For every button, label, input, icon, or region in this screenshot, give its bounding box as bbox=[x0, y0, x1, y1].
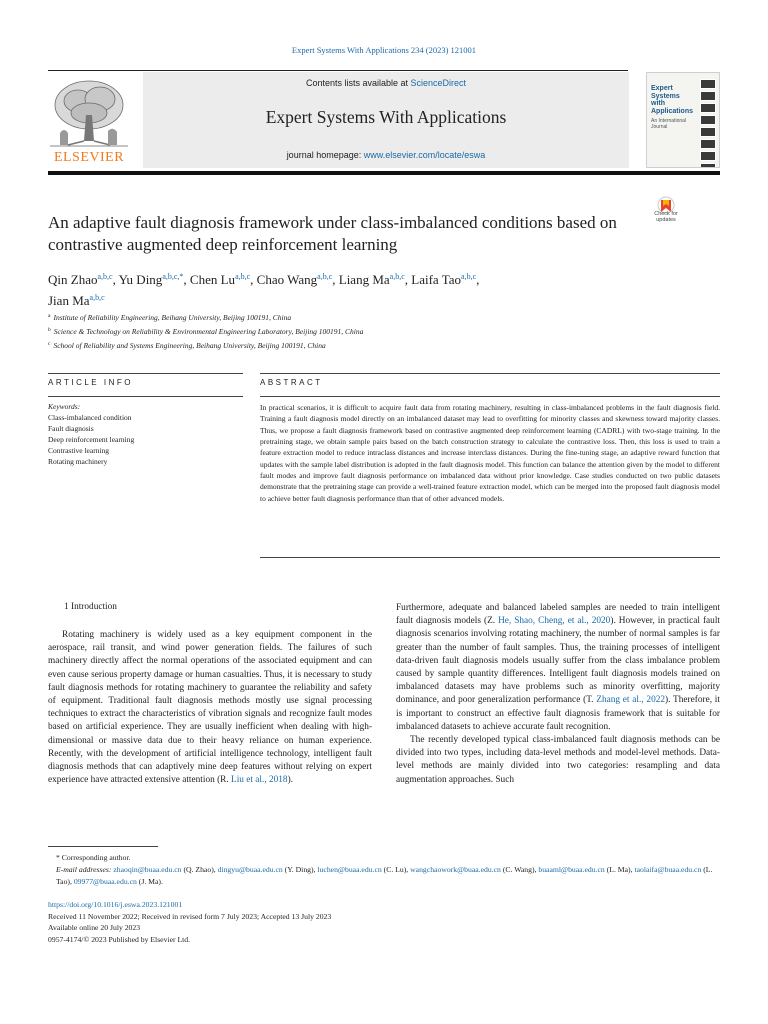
affiliation-text: Science & Technology on Reliability & Environmental Engineering Laboratory, Beijing 100191, China bbox=[53, 327, 364, 336]
abstract-heading: ABSTRACT bbox=[260, 378, 323, 387]
intro-paragraph: Rotating machinery is widely used as a key equipment component in the aerospace, rail transit, and wind power generation fields. The failures of such machinery directly affect the normal operations of the associated equipment and can even cause serious property damage or human casualties. Thus, it is necessary to study fault diagnosis methods for rotating machinery to guarantee the reliability and safety of equipment. Traditional fault diagnosis methods mostly use signal processing techniques to extract the characteristics of vibration signals and recognize fault modes based on artificial experience. They are usually inefficient when dealing with high-dimensional or massive data due to their heavy reliance on human experience. Recently, with the development of artificial intelligence technology, intelligent fault diagnosis methods that can adaptively mine deep features without relying on expert experience have attracted extensive attention (R. Liu et al., 2018). bbox=[48, 630, 372, 786]
author-separator: , bbox=[183, 272, 190, 287]
author-separator: , bbox=[332, 272, 339, 287]
author-separator: , bbox=[476, 272, 480, 287]
author-separator: , bbox=[404, 272, 412, 287]
citation-link[interactable]: Zhang et al., 2022 bbox=[596, 695, 666, 706]
affiliation bbox=[48, 338, 718, 352]
citation-link[interactable]: He, Shao, Cheng, et al., 2020 bbox=[498, 616, 611, 627]
available-online: Available online 20 July 2023 bbox=[48, 923, 141, 932]
email-owner: (L. Ma), bbox=[604, 865, 635, 874]
header-bottom-rule bbox=[48, 171, 720, 175]
header-rule bbox=[48, 70, 628, 71]
check-for-updates-label[interactable]: Check for updates bbox=[654, 211, 678, 223]
keywords-label: Keywords: bbox=[48, 402, 81, 411]
abstract-bottom-rule bbox=[260, 557, 720, 558]
affiliation-list bbox=[48, 310, 718, 352]
intro-right-column bbox=[396, 602, 720, 787]
email-owner: (Q. Zhao), bbox=[181, 865, 218, 874]
author-list bbox=[48, 268, 718, 310]
keyword: Contrastive learning bbox=[48, 446, 110, 455]
author-affiliation-marks[interactable]: a,b,c bbox=[89, 293, 105, 302]
keyword: Class-imbalanced condition bbox=[48, 413, 132, 422]
email-link[interactable]: luchen@buaa.edu.cn bbox=[317, 865, 382, 874]
keywords-block bbox=[48, 401, 243, 467]
publisher-logo: ELSEVIER bbox=[53, 150, 125, 165]
email-owner: (L. Tao), bbox=[56, 865, 713, 886]
intro-left-column bbox=[48, 629, 372, 787]
email-link[interactable]: wangchaowork@buaa.edu.cn bbox=[410, 865, 501, 874]
author-name[interactable]: Jian Ma bbox=[48, 293, 90, 308]
abstract-rule-2 bbox=[260, 396, 720, 397]
abstract-rule bbox=[260, 373, 720, 374]
author-separator: , bbox=[112, 272, 119, 287]
author-name[interactable]: Yu Ding bbox=[118, 272, 163, 287]
footnotes bbox=[48, 852, 720, 888]
affiliation-mark: b bbox=[48, 327, 51, 333]
email-owner: (J. Ma). bbox=[136, 877, 163, 886]
journal-title: Expert Systems With Applications bbox=[265, 107, 507, 127]
keyword: Fault diagnosis bbox=[48, 424, 94, 433]
author-affiliation-marks[interactable]: a,b,c bbox=[389, 272, 405, 281]
doi-link[interactable]: https://doi.org/10.1016/j.eswa.2023.121001 bbox=[48, 900, 183, 909]
email-owner: (Y. Ding), bbox=[282, 865, 318, 874]
contents-line: Contents lists available at ScienceDirect bbox=[305, 78, 467, 88]
journal-cover[interactable] bbox=[646, 72, 720, 168]
citation-link[interactable]: Liu et al., 2018 bbox=[231, 775, 288, 786]
affiliation bbox=[48, 310, 718, 324]
email-link[interactable]: taolaifa@buaa.edu.cn bbox=[634, 865, 702, 874]
affiliation-mark: a bbox=[48, 313, 51, 319]
section-heading-introduction: 1 Introduction bbox=[64, 602, 117, 612]
cover-grid-icon bbox=[700, 79, 716, 168]
intro-paragraph: Furthermore, adequate and balanced labeled samples are needed to train intelligent fault diagnosis models (Z. He, Shao, Cheng, et al., 2020). However, in practical fault diagnosis scenarios involving rotating machinery, the number of normal samples is far greater than the number of fault samples. Thus, the training processes of intelligent data-driven fault diagnosis models usually suffer from the class imbalance problem caused by sample quantity differences. Intelligent fault diagnosis models trained on imbalanced datasets may have problems such as minority overfitting, majority dominance, and poor generalization performance (T. Zhang et al., 2022). Therefore, it is important to construct an effective fault diagnosis framework that is suitable for imbalanced datasets to achieve accurate fault recognition. bbox=[396, 603, 720, 732]
email-link[interactable]: buaaml@buaa.edu.cn bbox=[538, 865, 605, 874]
author-name[interactable]: Laifa Tao bbox=[411, 272, 462, 287]
abstract-text: In practical scenarios, it is difficult to acquire fault data from rotating machinery, resulting in class-imbalanced problems in the fault diagnosis field. Training a fault diagnosis model directly on an imbalanced dataset may lead to overfitting for minority classes and skewness toward majority classes. Thus, we propose a fault diagnosis framework based on contrastive augmented deep reinforcement learning (CADRL) with two-stage training. In the pretraining stage, we obtain sample pairs based on the batch construction strategy to calculate the contrastive loss. Then, this loss is used to train a feature extraction model to reduce intraclass distances and increase interclass distances. During the fine-tuning stage, an adaptive reward function that updates with the sample label distribution is adopted in the fault diagnosis model. This function can balance the attention given by the model to different fault modes and improve fault diagnosis performance on imbalanced data without prior knowledge. Case studies conducted on two public datasets demonstrate that the pretraining stage can provide a well-trained feature extraction model, which can be merged into the proposed fault diagnosis model to achieve better fault diagnosis performance than that of other advanced models. bbox=[260, 403, 720, 503]
author-name[interactable]: Qin Zhao bbox=[48, 272, 98, 287]
email-owner: (C. Lu), bbox=[381, 865, 411, 874]
received-dates: Received 11 November 2022; Received in revised form 7 July 2023; Accepted 13 July 2023 bbox=[48, 911, 332, 921]
article-info-heading: ARTICLE INFO bbox=[48, 378, 133, 387]
email-owner: (C. Wang), bbox=[500, 865, 539, 874]
paper-title: An adaptive fault diagnosis framework under class-imbalanced conditions based on contrastive augmented deep reinforcement learning bbox=[48, 213, 617, 254]
intro-paragraph: The recently developed typical class-imbalanced fault diagnosis methods can be divided into two types, including data-level methods and model-level methods. Data-level methods are mainly divided into two categories: resampling and data augmentation approaches. Such bbox=[396, 735, 720, 785]
copyright-line: 0957-4174/© 2023 Published by Elsevier Ltd. bbox=[48, 934, 191, 944]
corresponding-author-note: * Corresponding author. bbox=[56, 853, 131, 862]
author-affiliation-marks[interactable]: a,b,c bbox=[97, 272, 113, 281]
journal-citation[interactable]: Expert Systems With Applications 234 (2023) 121001 bbox=[291, 45, 477, 55]
author-affiliation-marks[interactable]: a,b,c bbox=[461, 272, 477, 281]
affiliation-text: School of Reliability and Systems Engineering, Beihang University, Beijing 100191, China bbox=[53, 341, 326, 350]
sciencedirect-link[interactable]: ScienceDirect bbox=[410, 78, 467, 88]
article-info-rule-2 bbox=[48, 396, 243, 397]
affiliation-text: Institute of Reliability Engineering, Beihang University, Beijing 100191, China bbox=[53, 313, 292, 322]
author-name[interactable]: Liang Ma bbox=[338, 272, 390, 287]
email-addresses: E-mail addresses: zhaoqin@buaa.edu.cn (Q. Zhao), dingyu@buaa.edu.cn (Y. Ding), luchen@buaa.edu.cn (C. Lu), wangchaowork@buaa.edu.cn (C. Wang), buaaml@buaa.edu.cn (L. Ma), taolaifa@buaa.edu.cn (L. Tao), 09977@buaa.edu.cn (J. Ma). bbox=[56, 865, 713, 886]
author-affiliation-marks[interactable]: a,b,c bbox=[235, 272, 251, 281]
publication-info bbox=[48, 899, 720, 945]
author-affiliation-marks[interactable]: a,b,c bbox=[317, 272, 333, 281]
homepage-link[interactable]: www.elsevier.com/locate/eswa bbox=[363, 150, 486, 160]
cover-subtitle: An International Journal bbox=[651, 118, 687, 130]
email-link[interactable]: 09977@buaa.edu.cn bbox=[73, 877, 137, 886]
homepage-line: journal homepage: www.elsevier.com/locate/eswa bbox=[286, 150, 486, 160]
author-separator: , bbox=[250, 272, 257, 287]
keyword: Rotating machinery bbox=[48, 457, 108, 466]
email-link[interactable]: dingyu@buaa.edu.cn bbox=[217, 865, 283, 874]
author-affiliation-marks[interactable]: a,b,c,* bbox=[162, 272, 184, 281]
email-link[interactable]: zhaoqin@buaa.edu.cn bbox=[113, 865, 182, 874]
author-name[interactable]: Chen Lu bbox=[189, 272, 236, 287]
author-name[interactable]: Chao Wang bbox=[256, 272, 318, 287]
footnote-rule bbox=[48, 846, 158, 847]
keyword: Deep reinforcement learning bbox=[48, 435, 135, 444]
affiliation bbox=[48, 324, 718, 338]
affiliation-mark: c bbox=[48, 341, 51, 347]
cover-title: Expert Systems with Applications An International Journal bbox=[651, 85, 694, 130]
article-info-rule bbox=[48, 373, 243, 374]
